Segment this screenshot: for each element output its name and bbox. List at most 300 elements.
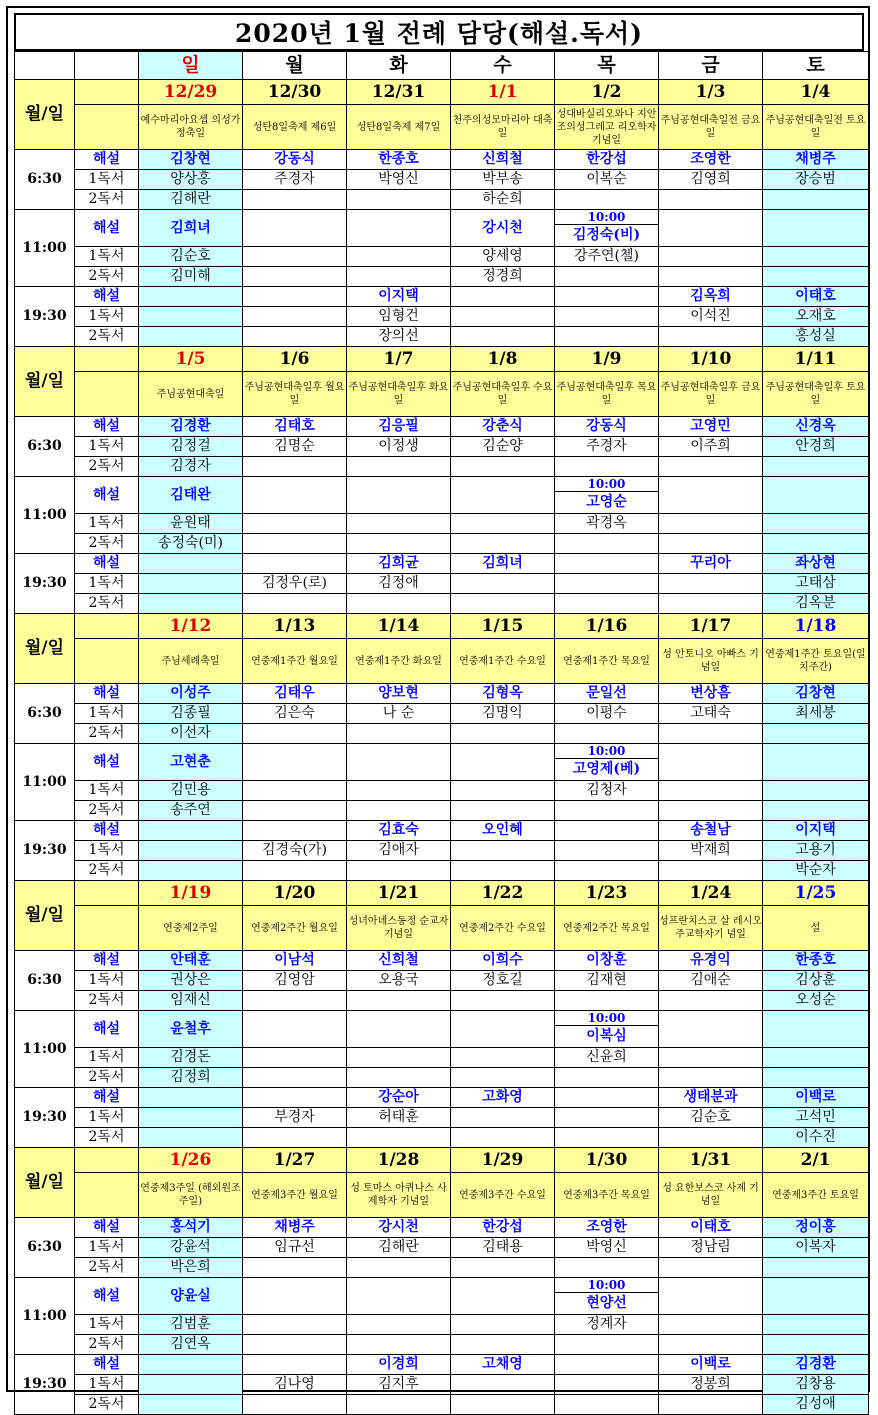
assignee-cell bbox=[763, 477, 869, 514]
assignee-cell: 박은희 bbox=[139, 1258, 243, 1278]
role-label: 1독서 bbox=[75, 1315, 139, 1335]
feast-spacer bbox=[75, 906, 139, 951]
feast-cell: 주님공현대축일후 목요일 bbox=[555, 372, 659, 417]
assignee-cell: 김연옥 bbox=[139, 1335, 243, 1355]
assignee-cell bbox=[243, 1011, 347, 1048]
assignee-cell bbox=[659, 267, 763, 287]
date-cell: 1/24 bbox=[659, 881, 763, 906]
date-cell: 1/31 bbox=[659, 1148, 763, 1173]
assignee-cell: 좌상현 bbox=[763, 554, 869, 574]
assignee-cell bbox=[555, 327, 659, 347]
assignee-cell bbox=[555, 841, 659, 861]
role-label: 2독서 bbox=[75, 991, 139, 1011]
assignee-cell: 나 순 bbox=[347, 704, 451, 724]
role-label: 2독서 bbox=[75, 801, 139, 821]
assignee-cell bbox=[451, 1128, 555, 1148]
weekday-mass-slot bbox=[555, 744, 658, 780]
m1100-r2-row bbox=[15, 1335, 869, 1355]
mass-time: 11:00 bbox=[15, 1011, 75, 1088]
date-row bbox=[15, 614, 869, 639]
feast-cell: 천주의성모마리아 대축일 bbox=[451, 105, 555, 150]
assignee-cell: 김은숙 bbox=[243, 704, 347, 724]
feast-cell: 주님공현대축일후 수요일 bbox=[451, 372, 555, 417]
date-cell: 1/23 bbox=[555, 881, 659, 906]
assignee-cell: 이경희 bbox=[347, 1355, 451, 1375]
assignee-cell: 김순호 bbox=[139, 247, 243, 267]
role-label: 1독서 bbox=[75, 1108, 139, 1128]
assignee-cell bbox=[243, 267, 347, 287]
date-cell: 2/1 bbox=[763, 1148, 869, 1173]
m630-r2-row bbox=[15, 190, 869, 210]
role-label: 해설 bbox=[75, 554, 139, 574]
assignee-cell bbox=[451, 1108, 555, 1128]
feast-cell: 성 요한보스코 사제 기념일 bbox=[659, 1173, 763, 1218]
assignee-cell bbox=[555, 821, 659, 841]
feast-cell: 연중제1주간 토요일(일치주간) bbox=[763, 639, 869, 684]
assignee-cell: 변상흠 bbox=[659, 684, 763, 704]
role-label: 2독서 bbox=[75, 724, 139, 744]
assignee-cell bbox=[555, 477, 659, 514]
m1930-r1-row bbox=[15, 307, 869, 327]
feast-cell: 연중제2주간 월요일 bbox=[243, 906, 347, 951]
assignee-cell: 김순호 bbox=[659, 1108, 763, 1128]
assignee-cell: 고채영 bbox=[451, 1355, 555, 1375]
weekday-sun: 일 bbox=[139, 52, 243, 80]
assignee-cell: 이주희 bbox=[659, 437, 763, 457]
assignee-cell bbox=[763, 210, 869, 247]
m630-r2-row bbox=[15, 457, 869, 477]
assignee-cell bbox=[659, 1335, 763, 1355]
assignee-cell bbox=[347, 514, 451, 534]
assignee-cell bbox=[243, 1278, 347, 1315]
assignee-cell bbox=[555, 801, 659, 821]
assignee-cell bbox=[555, 1068, 659, 1088]
assignee-cell: 김영희 bbox=[659, 170, 763, 190]
assignee-cell bbox=[659, 1278, 763, 1315]
assignee-cell: 김태완 bbox=[139, 477, 243, 514]
date-cell: 1/28 bbox=[347, 1148, 451, 1173]
assignee-cell bbox=[451, 744, 555, 781]
feast-cell: 연중제3주간 토요일 bbox=[763, 1173, 869, 1218]
assignee-cell bbox=[347, 1048, 451, 1068]
assignee-cell bbox=[243, 477, 347, 514]
assignee-cell bbox=[243, 861, 347, 881]
date-cell: 1/10 bbox=[659, 347, 763, 372]
assignee-cell bbox=[555, 287, 659, 307]
assignee-cell bbox=[347, 724, 451, 744]
assignee-cell: 이태호 bbox=[763, 287, 869, 307]
assignee-cell bbox=[659, 991, 763, 1011]
assignee-cell: 고용기 bbox=[763, 841, 869, 861]
feast-cell: 주님공현대축일 bbox=[139, 372, 243, 417]
feast-cell: 연중제3주간 목요일 bbox=[555, 1173, 659, 1218]
role-label: 1독서 bbox=[75, 841, 139, 861]
assignee-cell bbox=[555, 574, 659, 594]
assignee-cell: 유경익 bbox=[659, 951, 763, 971]
role-label: 해설 bbox=[75, 684, 139, 704]
assignee-cell: 고영민 bbox=[659, 417, 763, 437]
assignee-cell bbox=[451, 594, 555, 614]
assignee-cell bbox=[451, 287, 555, 307]
assignee-cell: 박재희 bbox=[659, 841, 763, 861]
weekday-mass-slot bbox=[555, 477, 658, 513]
assignee-cell: 홍성실 bbox=[763, 327, 869, 347]
m1930-r1-row bbox=[15, 1375, 869, 1395]
mass-time: 6:30 bbox=[15, 1218, 75, 1278]
assignee-cell bbox=[243, 307, 347, 327]
assignee-cell: 김성애 bbox=[763, 1395, 869, 1415]
m630-r1-row bbox=[15, 437, 869, 457]
m1100-r2-row bbox=[15, 534, 869, 554]
feast-cell: 성프란치스코 살 레시오주교학자기 념일 bbox=[659, 906, 763, 951]
assignee-cell bbox=[763, 1258, 869, 1278]
weekday-header-row bbox=[15, 52, 869, 80]
mass-time: 6:30 bbox=[15, 684, 75, 744]
assignee-cell bbox=[763, 190, 869, 210]
m1930-r2-row bbox=[15, 1128, 869, 1148]
assignee-cell: 김범훈 bbox=[139, 1315, 243, 1335]
assignee-cell bbox=[763, 801, 869, 821]
m1930-r2-row bbox=[15, 327, 869, 347]
assignee-cell bbox=[555, 534, 659, 554]
assignee-cell bbox=[659, 247, 763, 267]
m630-c-row bbox=[15, 150, 869, 170]
assignee-cell: 김희균 bbox=[347, 554, 451, 574]
assignee-cell bbox=[763, 1315, 869, 1335]
assignee-cell bbox=[139, 1088, 243, 1108]
mass-time: 6:30 bbox=[15, 150, 75, 210]
assignee-cell: 이희수 bbox=[451, 951, 555, 971]
feast-cell: 성탄8일축제 제6일 bbox=[243, 105, 347, 150]
assignee-cell: 임형건 bbox=[347, 307, 451, 327]
assignee-cell: 김경환 bbox=[763, 1355, 869, 1375]
assignee-cell: 강주연(첼) bbox=[555, 247, 659, 267]
assignee-cell: 김민용 bbox=[139, 781, 243, 801]
assignee-cell: 김지후 bbox=[347, 1375, 451, 1395]
assignee-cell: 이정생 bbox=[347, 437, 451, 457]
m630-r2-row bbox=[15, 1258, 869, 1278]
assignee-cell: 김정희 bbox=[139, 1068, 243, 1088]
assignee-cell bbox=[139, 1395, 243, 1415]
assignee-cell bbox=[243, 287, 347, 307]
assignee-cell bbox=[763, 781, 869, 801]
assignee-cell bbox=[555, 210, 659, 247]
assignee-cell: 김경돈 bbox=[139, 1048, 243, 1068]
feast-cell: 성대바실리오와나 지안조의성그레고 리오학자기념일 bbox=[555, 105, 659, 150]
month-day-label: 월/일 bbox=[15, 881, 75, 951]
assignee-cell: 정남림 bbox=[659, 1238, 763, 1258]
assignee-cell: 김옥분 bbox=[763, 594, 869, 614]
date-cell: 1/4 bbox=[763, 80, 869, 105]
assignee-cell bbox=[243, 991, 347, 1011]
assignee-cell bbox=[659, 1258, 763, 1278]
assignee-cell: 김창현 bbox=[139, 150, 243, 170]
feast-cell: 연중제2주간 목요일 bbox=[555, 906, 659, 951]
assignee-cell bbox=[451, 781, 555, 801]
assignee-cell: 김순양 bbox=[451, 437, 555, 457]
assignee-cell: 고태삼 bbox=[763, 574, 869, 594]
assignee-cell: 채병주 bbox=[763, 150, 869, 170]
assignee-cell bbox=[555, 1278, 659, 1315]
feast-cell: 연중제3주일 (해외원조주일) bbox=[139, 1173, 243, 1218]
assignee-cell: 신희철 bbox=[451, 150, 555, 170]
assignee-cell: 김해란 bbox=[347, 1238, 451, 1258]
assignee-cell bbox=[555, 1395, 659, 1415]
role-label: 해설 bbox=[75, 744, 139, 781]
role-label: 1독서 bbox=[75, 1375, 139, 1395]
assignee-cell bbox=[243, 781, 347, 801]
role-label: 1독서 bbox=[75, 781, 139, 801]
feast-cell: 주님세례축일 bbox=[139, 639, 243, 684]
assignee-cell: 이수진 bbox=[763, 1128, 869, 1148]
m1100-r1-row bbox=[15, 1048, 869, 1068]
weekday-mass-commentator: 이복심 bbox=[586, 1028, 627, 1044]
m1100-c-row bbox=[15, 1011, 869, 1048]
assignee-cell bbox=[763, 1011, 869, 1048]
assignee-cell bbox=[659, 861, 763, 881]
assignee-cell: 정호길 bbox=[451, 971, 555, 991]
role-label: 해설 bbox=[75, 1011, 139, 1048]
role-label: 2독서 bbox=[75, 1395, 139, 1415]
weekday-mass-commentator: 현양선 bbox=[586, 1295, 627, 1311]
assignee-cell bbox=[555, 1011, 659, 1048]
role-label: 1독서 bbox=[75, 307, 139, 327]
m1100-c-row bbox=[15, 1278, 869, 1315]
assignee-cell: 채병주 bbox=[243, 1218, 347, 1238]
assignee-cell bbox=[555, 457, 659, 477]
assignee-cell bbox=[139, 1128, 243, 1148]
assignee-cell: 강시천 bbox=[347, 1218, 451, 1238]
assignee-cell bbox=[555, 307, 659, 327]
mass-time: 19:30 bbox=[15, 1355, 75, 1415]
month-day-label: 월/일 bbox=[15, 1148, 75, 1218]
role-label: 1독서 bbox=[75, 704, 139, 724]
weekday-mass-slot bbox=[555, 1011, 658, 1047]
role-label: 1독서 bbox=[75, 170, 139, 190]
assignee-cell: 오용국 bbox=[347, 971, 451, 991]
date-cell: 1/27 bbox=[243, 1148, 347, 1173]
assignee-cell bbox=[659, 744, 763, 781]
assignee-cell: 임재신 bbox=[139, 991, 243, 1011]
mass-time: 19:30 bbox=[15, 287, 75, 347]
assignee-cell: 김태용 bbox=[451, 1238, 555, 1258]
assignee-cell: 이지택 bbox=[347, 287, 451, 307]
feast-spacer bbox=[75, 639, 139, 684]
feast-cell: 연중제1주간 화요일 bbox=[347, 639, 451, 684]
assignee-cell bbox=[347, 190, 451, 210]
role-label: 2독서 bbox=[75, 594, 139, 614]
assignee-cell bbox=[139, 861, 243, 881]
assignee-cell bbox=[243, 534, 347, 554]
assignee-cell bbox=[347, 1395, 451, 1415]
feast-row bbox=[15, 105, 869, 150]
assignee-cell bbox=[451, 724, 555, 744]
assignee-cell bbox=[243, 1355, 347, 1375]
weekday-mass-time: 10:00 bbox=[555, 1278, 658, 1293]
assignee-cell bbox=[451, 1395, 555, 1415]
date-cell: 12/29 bbox=[139, 80, 243, 105]
assignee-cell: 양상홍 bbox=[139, 170, 243, 190]
assignee-cell: 한종호 bbox=[347, 150, 451, 170]
feast-cell: 성탄8일축제 제7일 bbox=[347, 105, 451, 150]
assignee-cell: 안태훈 bbox=[139, 951, 243, 971]
assignee-cell bbox=[347, 744, 451, 781]
assignee-cell: 송주연 bbox=[139, 801, 243, 821]
assignee-cell bbox=[659, 534, 763, 554]
m1930-r1-row bbox=[15, 574, 869, 594]
assignee-cell bbox=[451, 1315, 555, 1335]
date-cell: 1/9 bbox=[555, 347, 659, 372]
assignee-cell bbox=[139, 1355, 243, 1375]
date-spacer bbox=[75, 881, 139, 906]
date-cell: 1/6 bbox=[243, 347, 347, 372]
m630-r1-row bbox=[15, 170, 869, 190]
weekday-thu: 목 bbox=[555, 52, 659, 80]
assignee-cell bbox=[347, 1278, 451, 1315]
role-label: 2독서 bbox=[75, 861, 139, 881]
m630-r1-row bbox=[15, 971, 869, 991]
assignee-cell bbox=[451, 1278, 555, 1315]
weekday-mass-time: 10:00 bbox=[555, 477, 658, 492]
role-label: 1독서 bbox=[75, 1048, 139, 1068]
m1100-r2-row bbox=[15, 267, 869, 287]
role-label: 1독서 bbox=[75, 514, 139, 534]
date-cell: 1/16 bbox=[555, 614, 659, 639]
assignee-cell: 최세붕 bbox=[763, 704, 869, 724]
assignee-cell bbox=[659, 781, 763, 801]
assignee-cell bbox=[139, 594, 243, 614]
date-cell: 1/1 bbox=[451, 80, 555, 105]
assignee-cell bbox=[139, 841, 243, 861]
weekday-mass-time: 10:00 bbox=[555, 1011, 658, 1026]
month-day-label: 월/일 bbox=[15, 347, 75, 417]
assignee-cell: 고태숙 bbox=[659, 704, 763, 724]
assignee-cell: 박영신 bbox=[347, 170, 451, 190]
assignee-cell bbox=[243, 190, 347, 210]
assignee-cell: 이백로 bbox=[763, 1088, 869, 1108]
feast-spacer bbox=[75, 1173, 139, 1218]
assignee-cell: 김명순 bbox=[243, 437, 347, 457]
m1930-c-row bbox=[15, 1088, 869, 1108]
assignee-cell bbox=[555, 1128, 659, 1148]
assignee-cell bbox=[451, 307, 555, 327]
m1930-c-row bbox=[15, 287, 869, 307]
assignee-cell: 김애순 bbox=[659, 971, 763, 991]
mass-time: 11:00 bbox=[15, 744, 75, 821]
assignee-cell: 김종필 bbox=[139, 704, 243, 724]
assignee-cell bbox=[659, 514, 763, 534]
page-title: 2020년 1월 전례 담당(해설.독서) bbox=[14, 13, 864, 51]
assignee-cell: 주경자 bbox=[555, 437, 659, 457]
assignee-cell: 생태분과 bbox=[659, 1088, 763, 1108]
m1100-c-row bbox=[15, 210, 869, 247]
assignee-cell: 정이흥 bbox=[763, 1218, 869, 1238]
role-label: 해설 bbox=[75, 477, 139, 514]
role-label: 2독서 bbox=[75, 1068, 139, 1088]
feast-cell: 연중제1주간 목요일 bbox=[555, 639, 659, 684]
assignee-cell bbox=[243, 210, 347, 247]
date-cell: 1/18 bbox=[763, 614, 869, 639]
mass-time: 11:00 bbox=[15, 1278, 75, 1355]
assignee-cell bbox=[659, 724, 763, 744]
role-label: 2독서 bbox=[75, 327, 139, 347]
assignee-cell bbox=[451, 1011, 555, 1048]
date-cell: 1/13 bbox=[243, 614, 347, 639]
assignee-cell bbox=[555, 861, 659, 881]
date-spacer bbox=[75, 80, 139, 105]
role-label: 해설 bbox=[75, 1355, 139, 1375]
assignee-cell: 이평수 bbox=[555, 704, 659, 724]
role-label: 해설 bbox=[75, 951, 139, 971]
assignee-cell bbox=[659, 594, 763, 614]
date-row bbox=[15, 80, 869, 105]
assignee-cell bbox=[659, 1128, 763, 1148]
month-day-label: 월/일 bbox=[15, 80, 75, 150]
assignee-cell: 박영신 bbox=[555, 1238, 659, 1258]
assignee-cell: 김창용 bbox=[763, 1375, 869, 1395]
assignee-cell: 김창현 bbox=[763, 684, 869, 704]
feast-cell: 주님공현대축일후 금요일 bbox=[659, 372, 763, 417]
assignee-cell bbox=[659, 210, 763, 247]
assignee-cell bbox=[347, 1315, 451, 1335]
assignee-cell bbox=[659, 327, 763, 347]
assignee-cell: 장승범 bbox=[763, 170, 869, 190]
assignee-cell bbox=[555, 1335, 659, 1355]
assignee-cell: 이창훈 bbox=[555, 951, 659, 971]
m1100-r1-row bbox=[15, 1315, 869, 1335]
assignee-cell bbox=[659, 801, 763, 821]
assignee-cell bbox=[347, 457, 451, 477]
assignee-cell: 정경희 bbox=[451, 267, 555, 287]
weekday-mass-slot bbox=[555, 1278, 658, 1314]
weekday-mass-commentator: 고영제(베) bbox=[572, 761, 641, 777]
role-label: 2독서 bbox=[75, 267, 139, 287]
role-label: 1독서 bbox=[75, 574, 139, 594]
assignee-cell bbox=[347, 1335, 451, 1355]
role-label: 1독서 bbox=[75, 247, 139, 267]
assignee-cell: 정계자 bbox=[555, 1315, 659, 1335]
assignee-cell bbox=[659, 1395, 763, 1415]
role-label: 2독서 bbox=[75, 190, 139, 210]
feast-cell: 연중제3주간 월요일 bbox=[243, 1173, 347, 1218]
assignee-cell bbox=[659, 1011, 763, 1048]
m1930-c-row bbox=[15, 554, 869, 574]
assignee-cell: 임규선 bbox=[243, 1238, 347, 1258]
assignee-cell bbox=[347, 1011, 451, 1048]
date-cell: 1/17 bbox=[659, 614, 763, 639]
assignee-cell: 김경숙(가) bbox=[243, 841, 347, 861]
date-row bbox=[15, 1148, 869, 1173]
assignee-cell: 박순자 bbox=[763, 861, 869, 881]
assignee-cell: 이백로 bbox=[659, 1355, 763, 1375]
assignee-cell: 김정우(로) bbox=[243, 574, 347, 594]
feast-cell: 연중제3주간 수요일 bbox=[451, 1173, 555, 1218]
assignee-cell bbox=[347, 1128, 451, 1148]
role-label: 해설 bbox=[75, 1218, 139, 1238]
assignee-cell: 이석진 bbox=[659, 307, 763, 327]
date-cell: 1/14 bbox=[347, 614, 451, 639]
assignee-cell bbox=[763, 1278, 869, 1315]
assignee-cell: 하순희 bbox=[451, 190, 555, 210]
assignee-cell bbox=[347, 594, 451, 614]
assignee-cell: 오재호 bbox=[763, 307, 869, 327]
assignee-cell bbox=[659, 574, 763, 594]
role-label: 해설 bbox=[75, 1088, 139, 1108]
m630-r1-row bbox=[15, 704, 869, 724]
assignee-cell bbox=[763, 514, 869, 534]
assignee-cell bbox=[451, 477, 555, 514]
date-cell: 1/8 bbox=[451, 347, 555, 372]
